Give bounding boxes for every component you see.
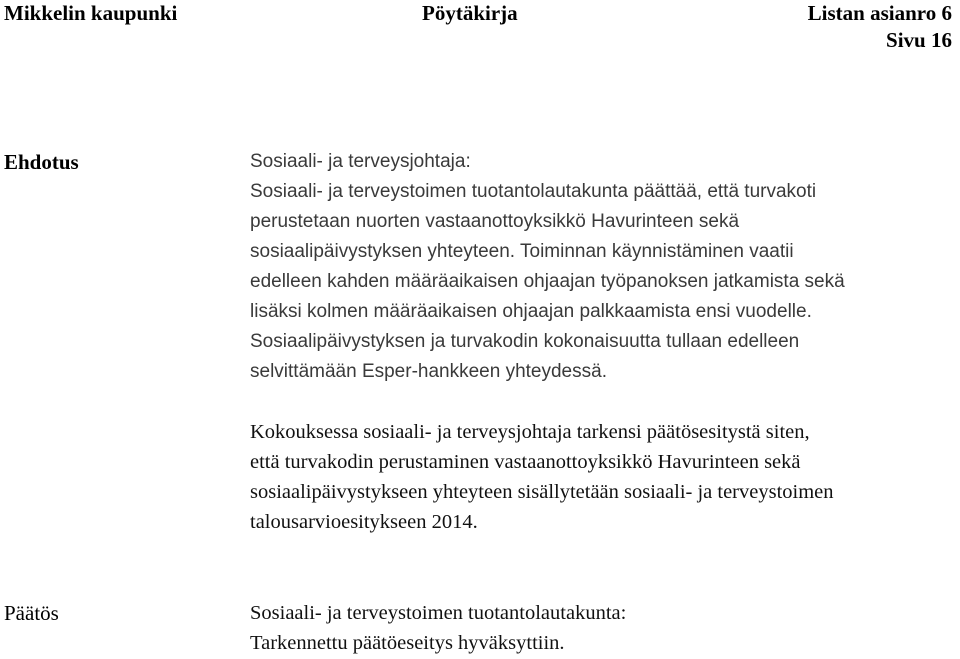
proposal-line: perustetaan nuorten vastaanottoyksikkö Havurinteen sekä <box>250 211 740 232</box>
proposal-line: Sosiaali- ja terveysjohtaja: <box>250 151 471 172</box>
proposal-line: Sosiaali- ja terveystoimen tuotantolautakunta päättää, että turvakoti <box>250 181 817 202</box>
header-right-block <box>808 0 952 54</box>
meeting-note-text <box>250 417 955 537</box>
proposal-label: Ehdotus <box>4 150 79 174</box>
proposal-line: lisäksi kolmen määräaikaisen ohjaajan palkkaamista ensi vuodelle. <box>250 301 812 322</box>
proposal-line: selvittämään Esper-hankkeen yhteydessä. <box>250 361 607 382</box>
proposal-line: sosiaalipäivystyksen yhteyteen. Toiminnan käynnistäminen vaatii <box>250 241 794 262</box>
decision-line: Tarkennettu päätöeseitys hyväksyttiin. <box>250 632 565 654</box>
item-number: Listan asianro 6 <box>807 1 952 25</box>
decision-text <box>250 598 955 658</box>
meeting-note-line: sosiaalipäivystykseen yhteyteen sisällytetään sosiaali- ja terveystoimen <box>250 481 834 503</box>
meeting-note-line: Kokouksessa sosiaali- ja terveysjohtaja tarkensi päätösesitystä siten, <box>250 421 810 443</box>
proposal-text <box>250 147 955 387</box>
document-type: Pöytäkirja <box>422 1 518 25</box>
meeting-note-line: talousarvioesitykseen 2014. <box>250 511 478 533</box>
decision-line: Sosiaali- ja terveystoimen tuotantolautakunta: <box>250 602 627 624</box>
meeting-note-line: että turvakodin perustaminen vastaanottoyksikkö Havurinteen sekä <box>250 451 801 473</box>
page-number: Sivu 16 <box>886 28 952 52</box>
proposal-line: edelleen kahden määräaikaisen ohjaajan työpanoksen jatkamista sekä <box>250 271 845 292</box>
proposal-line: Sosiaalipäivystyksen ja turvakodin kokonaisuutta tullaan edelleen <box>250 331 800 352</box>
municipality-name: Mikkelin kaupunki <box>4 1 178 25</box>
decision-label: Päätös <box>4 601 59 625</box>
